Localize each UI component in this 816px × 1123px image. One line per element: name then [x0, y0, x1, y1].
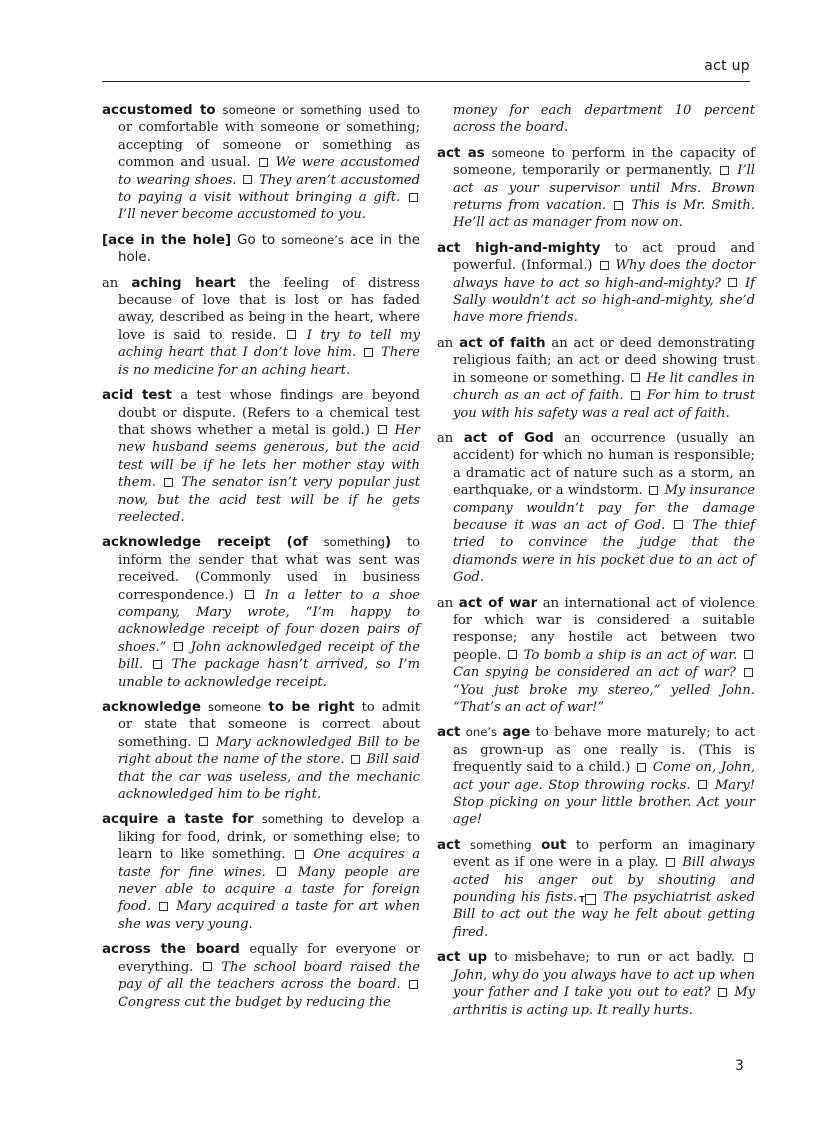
entry-acid-test: [102, 387, 420, 526]
left-column: [102, 102, 420, 1019]
headword: acknowledge: [102, 700, 201, 715]
ballot-box-icon: [409, 980, 418, 989]
example: I’ll act as your supervisor until Mrs. Brown returns from vacation.: [453, 163, 755, 214]
example: Congress cut the budget by reducing the: [118, 994, 391, 1010]
ballot-box-icon: [277, 867, 286, 876]
go-to-label: Go to: [237, 232, 276, 248]
example: Mary! Stop picking on your little brother. Act your age!: [453, 777, 755, 828]
headword: acid test: [102, 388, 172, 404]
headword: act as: [437, 145, 485, 161]
ballot-box-icon: [287, 330, 296, 339]
headword: across the board: [102, 942, 240, 958]
placeholder: someone’s: [281, 232, 344, 247]
placeholder: one’s: [465, 725, 498, 740]
headword: [ace in the hole]: [102, 232, 232, 248]
example: If Sally wouldn’t act so high-and-mighty, she’d have more friends.: [453, 275, 755, 326]
example: Bill always acted his anger out by shouting and pounding his fists.: [453, 855, 755, 906]
ballot-box-icon: [728, 278, 737, 287]
definition: to perform an imaginary event as if one were in a play.: [453, 837, 755, 871]
article: an: [437, 430, 454, 446]
placeholder: someone: [208, 700, 262, 714]
example: I try to tell my aching heart that I don’t love him.: [118, 327, 420, 361]
definition: to inform the sender that what was sent was received. (Commonly used in business correspondence.): [118, 535, 420, 603]
example: To bomb a ship is an act of war.: [523, 647, 738, 663]
placeholder: something: [470, 837, 532, 852]
entry-act-as: [437, 145, 755, 232]
ballot-box-icon: [153, 660, 162, 669]
example: In a letter to a shoe company, Mary wrote, “I’m happy to acknowledge receipt of four dozen pairs of shoes.”: [118, 587, 420, 655]
placeholder: something: [261, 812, 324, 827]
example: John, why do you always have to act up when your father and I take you out to eat?: [453, 967, 755, 1001]
example: The school board raised the pay of all the teachers across the board.: [118, 959, 420, 993]
article: an: [102, 275, 119, 291]
headword: act of God: [463, 430, 554, 446]
ballot-box-icon: [666, 858, 675, 867]
example: We were accustomed to wearing shoes.: [118, 155, 420, 188]
ballot-box-icon: [637, 763, 646, 772]
entry-ace-in-the-hole: [102, 232, 420, 267]
example-continuation: money for each department 10 percent across the board.: [453, 103, 755, 136]
entry-aching-heart: [102, 275, 420, 379]
definition: an occurrence (usually an accident) for which no human is responsible; a dramatic act of nature such as a storm, an earthquake, or a windstorm.: [453, 430, 755, 499]
definition: to misbehave; to run or act badly.: [494, 950, 735, 966]
definition: a test whose findings are beyond doubt or dispute. (Refers to a chemical test that shows whether a metal is gold.): [118, 388, 420, 438]
entry-acknowledge-receipt: [102, 534, 420, 691]
headword: act up: [437, 950, 488, 966]
ballot-box-icon: [203, 962, 212, 971]
example: The thief tried to convince the judge that the diamonds were in his pocket due to an act of God.: [453, 517, 755, 586]
ballot-box-icon: [199, 737, 208, 746]
entry-act-up: [437, 949, 755, 1019]
ballot-box-icon: [718, 988, 727, 997]
entry-acknowledge-to-be-right: [102, 699, 420, 803]
headword-tail: out: [541, 837, 567, 853]
headword: act of faith: [459, 335, 546, 351]
ballot-box-icon: [245, 590, 254, 599]
right-column: [437, 102, 755, 1027]
definition: to behave more maturely; to act as grown-up as one really is. (This is frequently said to a child.): [453, 725, 756, 776]
ballot-box-icon: [159, 902, 168, 911]
headword: acquire a taste for: [102, 812, 254, 828]
ballot-box-icon: [744, 650, 753, 659]
ballot-box-icon: [295, 850, 304, 859]
entry-act-of-war: [437, 595, 755, 717]
entry-accustomed-to: [102, 102, 420, 224]
headword: accustomed to: [102, 103, 216, 118]
example: The psychiatrist asked Bill to act out the way he felt about getting fired.: [453, 890, 756, 940]
example: Come on, John, act your age. Stop throwing rocks.: [453, 760, 755, 793]
ballot-box-icon: [364, 348, 373, 357]
entry-acquire-a-taste-for: [102, 811, 420, 933]
definition: used to or comfortable with someone or something; accepting of someone or something as common and usual.: [118, 103, 420, 171]
ballot-box-icon: [744, 953, 753, 962]
example: Mary acquired a taste for art when she was very young.: [118, 899, 420, 932]
definition: to admit or state that someone is correct about something.: [118, 700, 420, 750]
example: Mary acknowledged Bill to be right about the name of the store.: [118, 734, 420, 768]
example: This is Mr. Smith. He’ll act as manager from now on.: [453, 198, 755, 231]
placeholder: someone or something: [222, 103, 362, 117]
ballot-box-icon: [614, 201, 623, 210]
header-rule: [102, 81, 750, 82]
headword-tail: age: [502, 725, 531, 741]
ballot-box-icon: [259, 158, 268, 167]
headword: act: [437, 725, 461, 741]
article: an: [437, 335, 454, 351]
ballot-box-icon: [631, 373, 640, 382]
example: John acknowledged receipt of the bill.: [118, 639, 420, 673]
ballot-box-icon: [243, 175, 252, 184]
running-head: act up: [704, 58, 750, 74]
ballot-box-icon: [698, 780, 707, 789]
entry-across-the-board: [102, 941, 420, 1011]
placeholder: something: [323, 535, 385, 550]
example: My arthritis is acting up. It really hurts.: [453, 985, 755, 1018]
t-box-icon: T: [585, 894, 596, 905]
entry-act-of-faith: [437, 335, 755, 422]
ballot-box-icon: [174, 642, 183, 651]
example: My insurance company wouldn’t pay for the damage because it was an act of God.: [453, 483, 756, 533]
example: He lit candles in church as an act of faith.: [453, 370, 755, 404]
ballot-box-icon: [674, 520, 683, 529]
ballot-box-icon: [508, 650, 517, 659]
article: an: [437, 595, 454, 611]
ballot-box-icon: [378, 425, 387, 434]
example: There is no medicine for an aching heart.: [118, 345, 420, 378]
example: I’ll never become accustomed to you.: [118, 207, 366, 223]
headword-tail: to be right: [268, 700, 355, 715]
headword: act of war: [458, 595, 538, 611]
headword: act: [437, 837, 461, 853]
example: Can spying be considered an act of war?: [453, 665, 736, 681]
definition: an international act of violence for which war is considered a suitable response; any hostile act between two people.: [453, 595, 756, 663]
definition: the feeling of distress because of love that is lost or has faded away, described as being in the heart, where love is said to reside.: [118, 275, 420, 343]
definition: an act or deed demonstrating religious faith; an act or deed showing trust in someone or something.: [453, 335, 755, 386]
entry-act-of-god: [437, 430, 755, 587]
ballot-box-icon: [351, 755, 360, 764]
example: Why does the doctor always have to act so high-and-mighty?: [453, 258, 756, 291]
example: Many people are never able to acquire a taste for foreign food.: [118, 864, 421, 915]
ballot-box-icon: [409, 193, 418, 202]
ballot-box-icon: [720, 166, 729, 175]
example: Her new husband seems generous, but the acid test will be if he lets her mother stay with them.: [118, 422, 420, 491]
ballot-box-icon: [744, 668, 753, 677]
cross-reference: ace in the hole.: [118, 232, 420, 266]
ballot-box-icon: [631, 391, 640, 400]
headword: aching heart: [131, 275, 236, 291]
placeholder: someone: [491, 145, 545, 160]
example: The senator isn’t very popular just now, but the acid test will be if he gets reelected.: [118, 475, 420, 525]
example: “You just broke my stereo,” yelled John. “That’s an act of war!”: [453, 682, 755, 715]
definition: to perform in the capacity of someone, temporarily or permanently.: [453, 145, 755, 179]
definition: equally for everyone or everything.: [118, 942, 420, 975]
headword: acknowledge receipt (of: [102, 535, 308, 551]
example: Bill said that the car was useless, and the mechanic acknowledged him to be right.: [118, 752, 420, 803]
example: The package hasn’t arrived, so I’m unable to acknowledge receipt.: [118, 657, 420, 690]
example: For him to trust you with his safety was a real act of faith.: [453, 388, 755, 421]
entry-act-ones-age: [437, 724, 755, 828]
entry-continuation: [437, 102, 755, 137]
headword: act high-and-mighty: [437, 240, 601, 256]
definition: to develop a liking for food, drink, or something else; to learn to like something.: [118, 812, 420, 863]
example: One acquires a taste for fine wines.: [118, 847, 420, 880]
ballot-box-icon: [164, 478, 173, 487]
ballot-box-icon: [600, 261, 609, 270]
example: They aren’t accustomed to paying a visit without bringing a gift.: [118, 172, 420, 206]
page-number: 3: [735, 1058, 744, 1074]
entry-act-something-out: [437, 837, 755, 941]
definition: to act proud and powerful. (Informal.): [453, 240, 755, 274]
headword-close: ): [384, 535, 392, 551]
ballot-box-icon: [649, 486, 658, 495]
entry-act-high-and-mighty: [437, 240, 755, 327]
